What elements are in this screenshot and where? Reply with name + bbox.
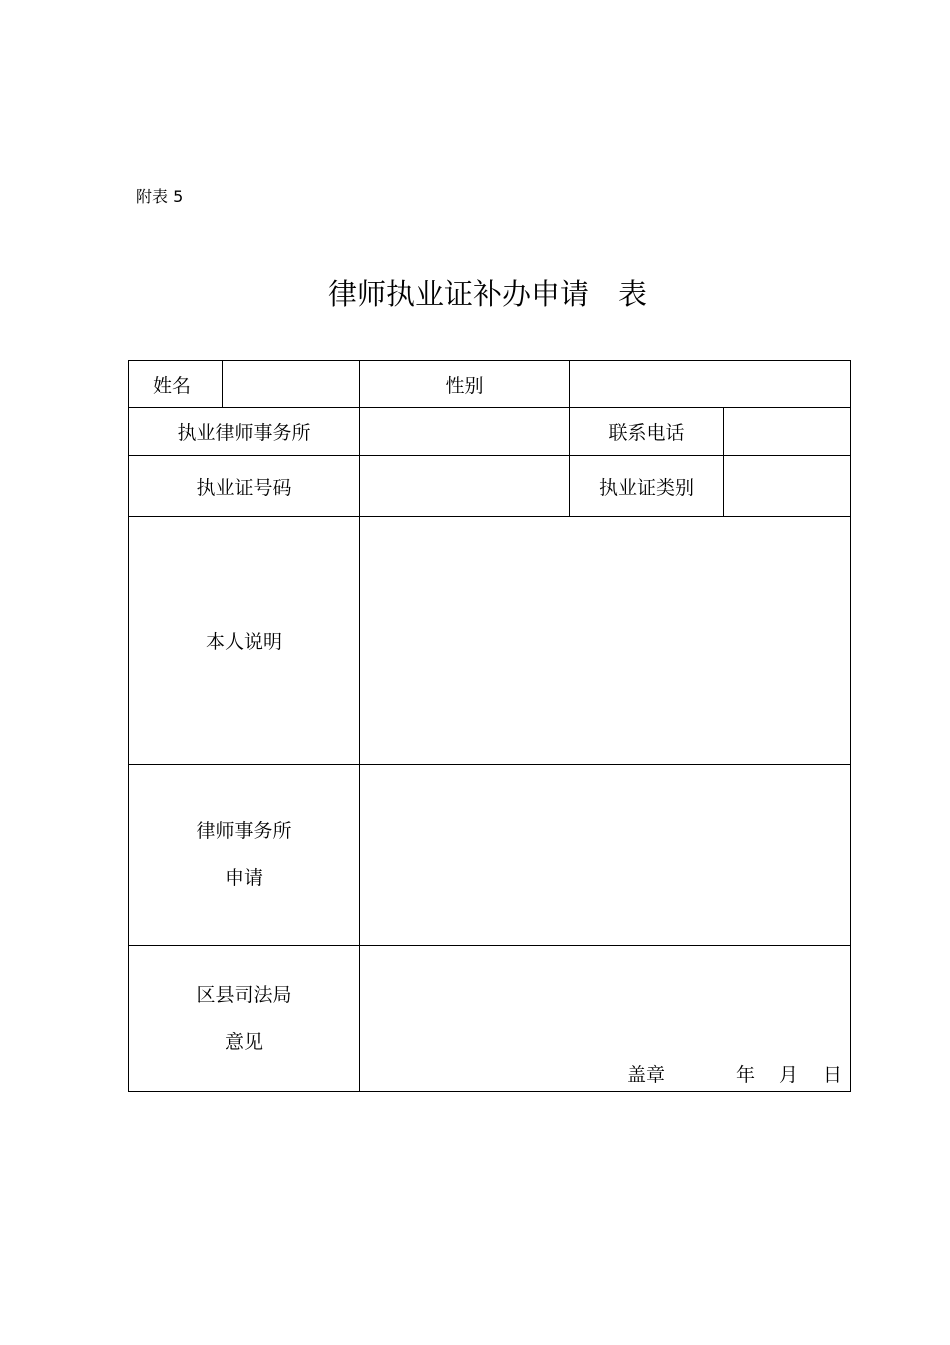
table-row (129, 946, 851, 1092)
month-label: 月 (779, 1064, 799, 1086)
gender-field[interactable] (570, 361, 851, 408)
law-firm-field[interactable] (360, 408, 570, 456)
phone-label: 联系电话 (570, 408, 724, 456)
personal-statement-label: 本人说明 (129, 517, 360, 765)
table-row (129, 408, 851, 456)
page-title: 律师执业证补办申请 表 (327, 277, 647, 311)
name-field[interactable] (223, 361, 360, 408)
bureau-opinion-label-line2: 意见 (224, 1030, 263, 1053)
year-label: 年 (736, 1064, 756, 1086)
seal-date-line (360, 1060, 850, 1084)
firm-application-label-line1: 律师事务所 (196, 820, 292, 842)
firm-application-field[interactable] (360, 765, 851, 946)
table-row (129, 361, 851, 408)
license-number-label: 执业证号码 (129, 456, 360, 517)
firm-application-label (129, 765, 360, 946)
table-row (129, 765, 851, 946)
phone-field[interactable] (724, 408, 851, 456)
day-label: 日 (823, 1064, 843, 1086)
license-type-label: 执业证类别 (570, 456, 724, 517)
bureau-opinion-field[interactable] (360, 946, 851, 1092)
name-label: 姓名 (129, 361, 223, 408)
license-type-field[interactable] (724, 456, 851, 517)
table-row (129, 517, 851, 765)
personal-statement-field[interactable] (360, 517, 851, 765)
bureau-opinion-label-line1: 区县司法局 (196, 983, 292, 1006)
seal-label: 盖章 (627, 1064, 666, 1086)
bureau-opinion-label (129, 946, 360, 1092)
table-row (129, 456, 851, 517)
gender-label: 性别 (360, 361, 570, 408)
license-number-field[interactable] (360, 456, 570, 517)
firm-application-label-line2: 申请 (224, 867, 263, 889)
law-firm-label: 执业律师事务所 (129, 408, 360, 456)
annex-label: 附表 5 (136, 187, 184, 206)
application-form-table (128, 360, 851, 1092)
